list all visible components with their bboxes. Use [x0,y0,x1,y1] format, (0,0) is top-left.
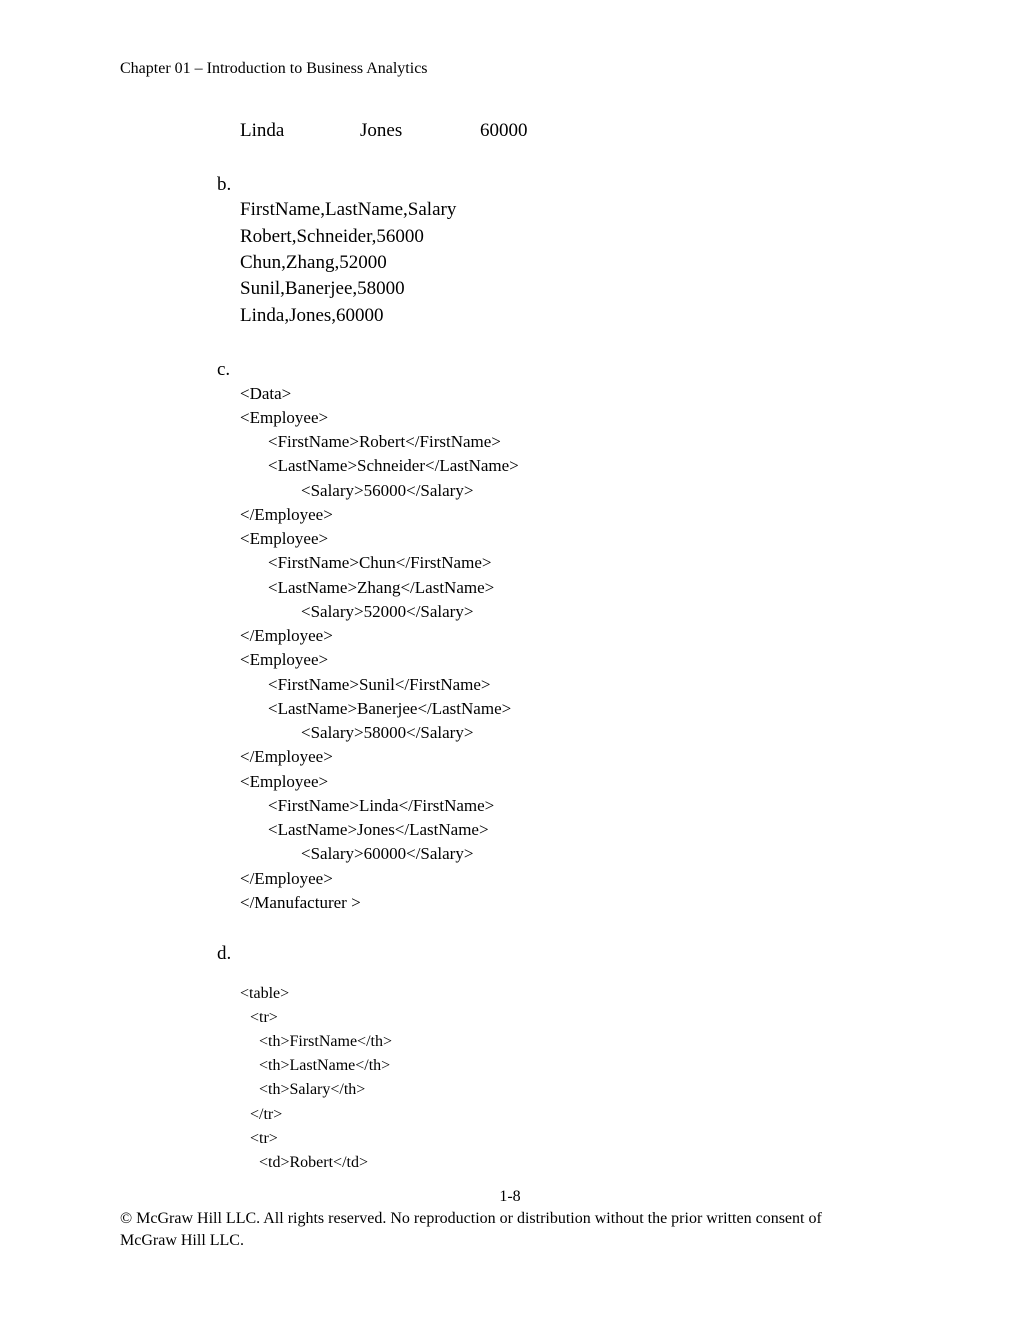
xml-line: <Employee> [240,650,329,669]
html-line: <tr> [250,1009,278,1026]
html-line: <th>FirstName</th> [259,1033,392,1050]
html-line: <tr> [250,1130,278,1147]
xml-line: <Data> [240,384,292,403]
part-c-label: c. [217,359,231,380]
page-header: Chapter 01 – Introduction to Business Analytics [120,60,428,77]
csv-line: Linda,Jones,60000 [240,305,384,326]
xml-line: <FirstName>Linda</FirstName> [268,796,495,815]
row-last-name: Jones [360,120,403,141]
html-line: <th>LastName</th> [259,1057,391,1074]
xml-line: </Employee> [240,869,333,888]
part-b-label: b. [217,174,232,195]
xml-line: <Employee> [240,772,329,791]
xml-line: <LastName>Schneider</LastName> [268,456,519,475]
page-number: 1-8 [499,1188,521,1205]
csv-line: FirstName,LastName,Salary [240,199,457,220]
part-d-label: d. [217,943,232,964]
html-line: <table> [240,985,290,1002]
xml-line: <LastName>Zhang</LastName> [268,578,495,597]
row-first-name: Linda [240,120,285,141]
xml-line: <Employee> [240,529,329,548]
xml-line: <Salary>58000</Salary> [301,723,474,742]
xml-line: <LastName>Jones</LastName> [268,820,489,839]
html-line: <th>Salary</th> [259,1081,366,1098]
csv-line: Sunil,Banerjee,58000 [240,278,405,299]
xml-line: </Employee> [240,505,333,524]
xml-line: <FirstName>Sunil</FirstName> [268,675,491,694]
xml-line: <Salary>56000</Salary> [301,481,474,500]
csv-line: Robert,Schneider,56000 [240,226,424,247]
copyright-footer: © McGraw Hill LLC. All rights reserved. No reproduction or distribution without the prior written consent of McGraw Hill LLC. [120,1210,822,1249]
xml-line: <LastName>Banerjee</LastName> [268,699,512,718]
csv-line: Chun,Zhang,52000 [240,252,387,273]
xml-line: <Employee> [240,408,329,427]
xml-line: </Manufacturer > [240,893,361,912]
xml-line: <Salary>60000</Salary> [301,844,474,863]
xml-line: <FirstName>Chun</FirstName> [268,553,492,572]
xml-line: </Employee> [240,747,333,766]
xml-line: <FirstName>Robert</FirstName> [268,432,501,451]
row-salary: 60000 [480,120,528,141]
html-line: <td>Robert</td> [259,1154,368,1171]
xml-line: <Salary>52000</Salary> [301,602,474,621]
html-line: </tr> [250,1106,283,1123]
xml-line: </Employee> [240,626,333,645]
